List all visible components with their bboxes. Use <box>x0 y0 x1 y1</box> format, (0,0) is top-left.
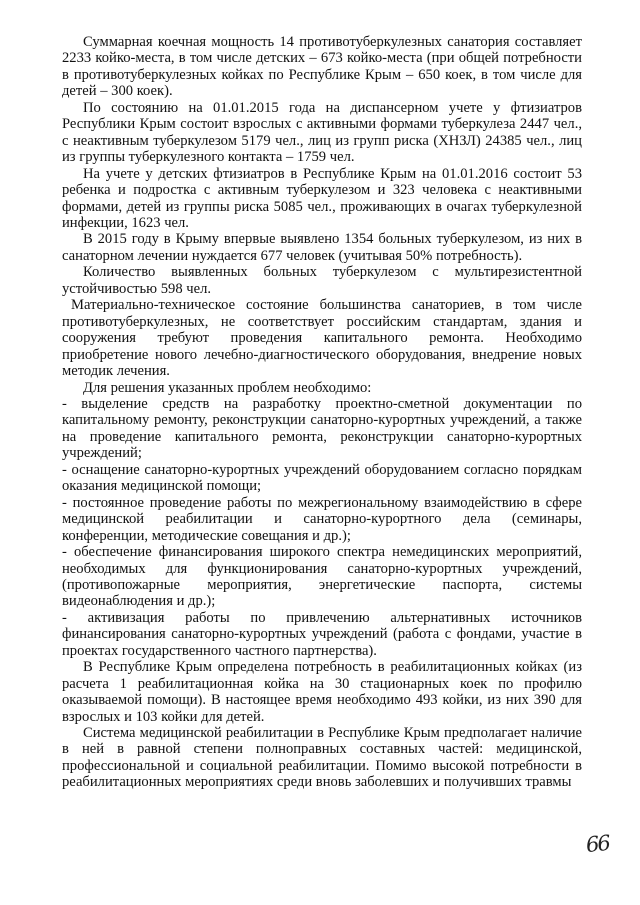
paragraph-2015-detection: В 2015 году в Крыму впервые выявлено 1354 больных туберкулезом, из них в санаторном лечении нуждается 677 человек (учитывая 50% потребность). <box>62 231 582 264</box>
paragraph-sanatorium-capacity: Суммарная коечная мощность 14 противотуберкулезных санатория составляет 2233 койко-места, в том числе детских – 673 койко-места (при общей потребности в противотуберкулезных койках по Республике Крым – 650 коек, в том числе для детей – 300 коек). <box>62 34 582 100</box>
list-item-equipment: - оснащение санаторно-курортных учреждений оборудованием согласно порядкам оказания медицинской помощи; <box>62 461 582 495</box>
paragraph-rehab-system: Система медицинской реабилитации в Республике Крым предполагает наличие в ней в равной степени полноправных составных частей: медицинской, профессиональной и социальной реабилитации. Помимо высокой потребности в реабилитационных мероприятиях среди вновь заболевших и получивших травмы <box>62 725 582 791</box>
list-item-nonmedical: - обеспечение финансирования широкого спектра немедицинских мероприятий, необходимых для функционирования санаторно-курортных учреждений, (противопожарные мероприятия, энергетические паспорта, системы видеонаблюдения и др.); <box>62 544 582 610</box>
paragraph-child-phthisiatrists: На учете у детских фтизиатров в Республике Крым на 01.01.2016 состоит 53 ребенка и подростка с активным туберкулезом и 323 человека с неактивными формами, детей из группы риска 5085 чел., проживающих в очагах туберкулезной инфекции, 1623 чел. <box>62 165 582 231</box>
paragraph-measures-intro: Для решения указанных проблем необходимо: <box>83 379 372 396</box>
handwritten-page-number: 66 <box>584 830 610 858</box>
list-item-funding: - выделение средств на разработку проектно-сметной документации по капитальному ремонту, реконструкции санаторно-курортных учреждений, а также на проведение капитального ремонта, реконструкции санаторно-курортных учреждений; <box>62 395 582 462</box>
list-item-alternative-funding: - активизация работы по привлечению альтернативных источников финансирования санаторно-курортных учреждений (работа с фондами, участие в проектах государственного частного партнерства). <box>62 609 582 659</box>
paragraph-dispensary-registry: По состоянию на 01.01.2015 года на диспансерном учете у фтизиатров Республики Крым состоит взрослых с активными формами туберкулеза 2447 чел., с неактивным туберкулезом 5179 чел., лиц из групп риска (ХНЗЛ) 24385 чел., лиц из группы туберкулезного контакта – 1759 чел. <box>62 99 582 166</box>
paragraph-material-state: Материально-техническое состояние большинства санаториев, в том числе противотуберкулезных, не соответствует российским стандартам, здания и сооружения требуют проведения капитального ремонта. Необходимо приобретение нового лечебно-диагностического оборудования, внедрение новых методик лечения. <box>62 297 582 380</box>
paragraph-multiresistant: Количество выявленных больных туберкулезом с мультирезистентной устойчивостью 598 чел. <box>62 264 582 297</box>
list-item-interregional: - постоянное проведение работы по межрегиональному взаимодействию в сфере медицинской реабилитации и санаторно-курортного дела (семинары, конференции, методические совещания и др.); <box>62 494 582 544</box>
document-body <box>62 34 582 791</box>
paragraph-rehab-beds: В Республике Крым определена потребность в реабилитационных койках (из расчета 1 реабилитационная койка на 30 стационарных коек по профилю оказываемой помощи). В настоящее время необходимо 493 койки, из них 390 для взрослых и 103 койки для детей. <box>62 659 582 725</box>
